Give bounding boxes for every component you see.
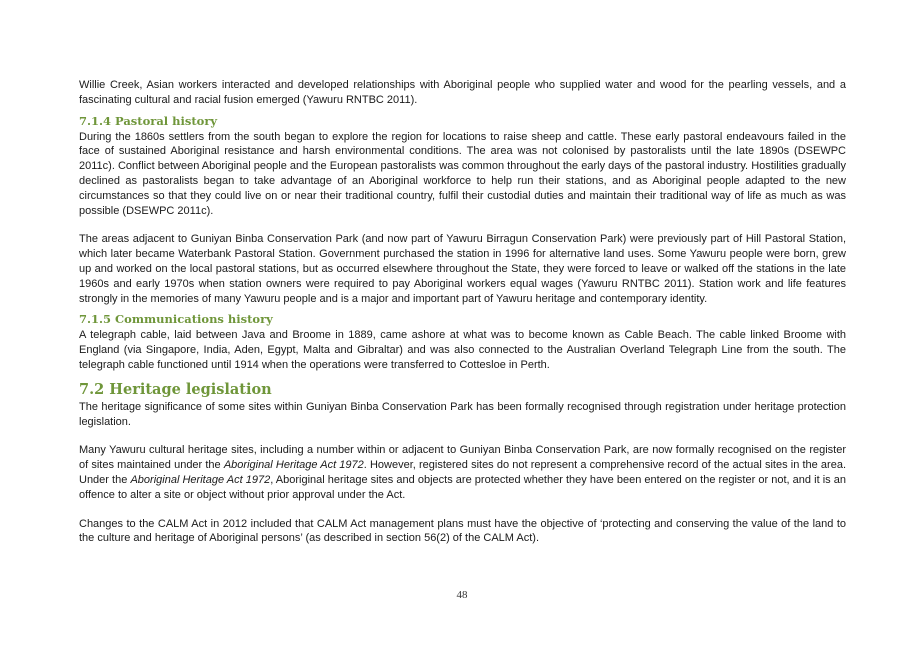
paragraph-spacer (79, 503, 846, 517)
act-title-italic: Aboriginal Heritage Act 1972 (130, 473, 271, 486)
paragraph-spacer (79, 429, 846, 443)
heritage-text-part: , Aboriginal heritage sites and objects are protected whether they have been entered on the register or not, and it is an offence to alter a site or object without prior approval under the Act. (79, 473, 847, 501)
pastoral-paragraph-1: During the 1860s settlers from the south began to explore the region for locations to raise sheep and cattle. These early pastoral endeavours failed in the face of sustained Aboriginal resistance and harsh environmental conditions. The area was not colonised by pastoralists until the late 1890s (DSEWPC 2011c). Conflict between Aboriginal people and the European pastoralists was common throughout the early days of the pastoral industry. Hostilities gradually declined as pastoralists began to take advantage of an Aboriginal workforce to help run their stations, and as Aboriginal people adapted to the new circumstances so that they could live on or near their traditional country, fulfil their custodial duties and maintain their traditional way of life as much as was possible (DSEWPC 2011c). (79, 130, 846, 217)
heritage-text-part: Many Yawuru cultural heritage sites, including a number within or adjacent to Guniyan Binba Conservation Park, are now formally recognised on the register of sites maintained under the (79, 444, 846, 472)
intro-paragraph: Willie Creek, Asian workers interacted and developed relationships with Aboriginal people who supplied water and wood for the pearling vessels, and a fascinating cultural and racial fusion emerged (Yawuru RNTBC 2011). (79, 79, 846, 106)
paragraph-spacer (79, 218, 846, 232)
page-number: 48 (456, 589, 468, 601)
heritage-paragraph-1: The heritage significance of some sites within Guniyan Binba Conservation Park has been formally recognised through registration under heritage protection legislation. (79, 400, 846, 428)
communications-paragraph: A telegraph cable, laid between Java and Broome in 1889, came ashore at what was to become known as Cable Beach. The cable linked Broome with England (via Singapore, India, Aden, Egypt, Malta and Gibraltar) and was also connected to the Australian Overland Telegraph Line from the south. The telegraph cable functioned until 1914 when the operations were transferred to Cottesloe in Perth. (79, 329, 846, 371)
section-heading-communications-history: 7.1.5 Communications history (79, 312, 273, 327)
heritage-text-part: . However, registered sites do not represent a comprehensive record of the actual sites in the area. Under the (79, 459, 847, 486)
section-heading-heritage-legislation: 7.2 Heritage legislation (79, 380, 272, 398)
act-title-italic: Aboriginal Heritage Act 1972 (223, 459, 364, 472)
document-body (79, 78, 846, 546)
section-heading-pastoral-history: 7.1.4 Pastoral history (79, 113, 218, 128)
heritage-paragraph-3: Changes to the CALM Act in 2012 included that CALM Act management plans must have the objective of ‘protecting and conserving the value of the land to the culture and heritage of Aboriginal persons’ (as described in section 56(2) of the CALM Act). (79, 517, 846, 545)
heritage-paragraph-2 (79, 443, 846, 502)
pastoral-paragraph-2: The areas adjacent to Guniyan Binba Conservation Park (and now part of Yawuru Birragun Conservation Park) were previously part of Hill Pastoral Station, which later became Waterbank Pastoral Station. Government purchased the station in 1996 for alternative land uses. Some Yawuru people were born, grew up and worked on the local pastoral stations, but as occurred elsewhere throughout the State, they were forced to leave or walked off the stations in the late 1960s and early 1970s when station owners were required to pay Aboriginal workers equal wages (Yawuru RNTBC 2011). Station work and life features strongly in the memories of many Yawuru people and is a major and important part of Yawuru heritage and contemporary identity. (79, 233, 846, 305)
